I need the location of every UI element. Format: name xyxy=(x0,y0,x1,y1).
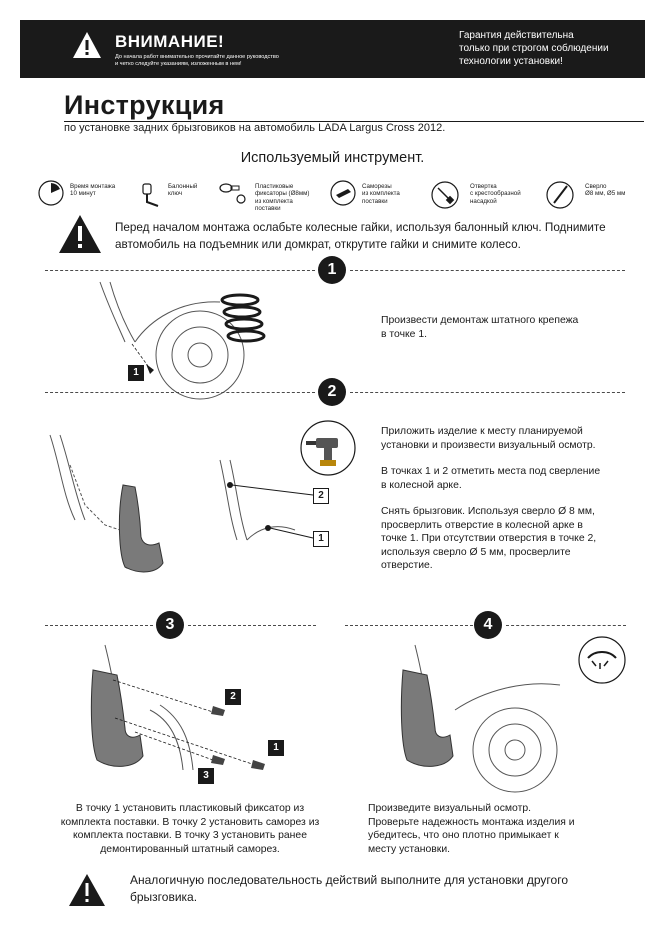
tool-label-line: ключ xyxy=(168,190,183,198)
warning-subtext-line: До начала работ внимательно прочитайте данное руководство xyxy=(115,54,279,60)
tool-label-time xyxy=(70,183,115,198)
step-2-paragraph: Приложить изделие к месту планируемой установки и произвести визуальный осмотр. xyxy=(381,426,596,451)
tool-label-line: Саморезы xyxy=(362,183,392,190)
tool-label-line: из комплекта xyxy=(362,190,400,198)
page-subtitle: по установке задних брызговиков на автомобиль LADA Largus Cross 2012. xyxy=(64,122,446,134)
tool-label-line: фиксаторы (Ø8мм) xyxy=(255,190,310,198)
guarantee-line: только при строгом соблюдении xyxy=(459,43,609,54)
step-4-result-illustration xyxy=(395,640,570,790)
divider-line xyxy=(45,392,315,393)
step-4-text xyxy=(368,802,583,869)
callout-point-2: 2 xyxy=(225,689,241,705)
warning-icon xyxy=(58,214,102,254)
callout-point-2: 2 xyxy=(313,488,329,504)
callout-point-1: 1 xyxy=(268,740,284,756)
clip-icon xyxy=(218,180,250,206)
step-1-badge: 1 xyxy=(318,256,346,284)
tool-label-line: Ø8 мм, Ø5 мм xyxy=(585,190,626,198)
tool-label-clip xyxy=(255,183,309,212)
step-2-text xyxy=(381,425,606,586)
wrench-icon xyxy=(138,180,164,210)
divider-line xyxy=(345,625,473,626)
tool-label-line: Сверло xyxy=(585,183,607,190)
clock-icon xyxy=(38,180,64,206)
divider-line xyxy=(506,625,626,626)
divider-line xyxy=(45,625,153,626)
step-2-paragraph: В точках 1 и 2 отметить места под сверление в колесной арке. xyxy=(381,466,601,491)
tool-label-wrench xyxy=(168,183,197,198)
guarantee-note xyxy=(459,29,639,68)
tool-label-line: из комплекта xyxy=(255,197,293,205)
step-2-mudflap-fitting-illustration xyxy=(45,425,170,585)
divider-line xyxy=(188,625,316,626)
visual-inspection-icon xyxy=(578,636,626,684)
drill-bit-icon xyxy=(545,180,575,210)
screw-icon xyxy=(330,180,356,206)
step-4-paragraph: Произведите визуальный осмотр. Проверьте надежность монтажа изделия и убедитесь, что оно плотно примыкает к месту установки. xyxy=(368,803,575,855)
tool-label-screw xyxy=(362,183,400,205)
warning-icon xyxy=(68,873,106,907)
step-2-paragraph: Снять брызговик. Используя сверло Ø 8 мм, просверлить отверстие в колесной арке в точке 1. При отсутствии отверстия в точке 2, используя сверло Ø 5 мм, просверлите отверстие. xyxy=(381,506,597,571)
warning-title: ВНИМАНИЕ! xyxy=(115,32,225,51)
step-1-text xyxy=(381,314,581,354)
warning-header xyxy=(20,20,645,78)
tool-label-line: поставки xyxy=(255,204,281,212)
intro-instruction: Перед началом монтажа ослабьте колесные гайки, используя балонный ключ. Поднимите автомобиль на подъемник или домкрат, открутите гайки и снимите колесо. xyxy=(115,221,606,251)
tool-label-line: Отвертка xyxy=(470,183,497,190)
step-3-badge: 3 xyxy=(156,611,184,639)
divider-line xyxy=(350,392,625,393)
step-4-badge: 4 xyxy=(474,611,502,639)
callout-point-3: 3 xyxy=(198,768,214,784)
tool-label-line: Пластиковые xyxy=(255,183,294,190)
warning-subtext xyxy=(115,54,315,68)
callout-point-1: 1 xyxy=(128,365,144,381)
tool-label-line: 10 минут xyxy=(70,190,96,198)
screwdriver-icon xyxy=(430,180,460,210)
tool-label-screwdriver xyxy=(470,183,521,205)
tool-label-line: Время монтажа xyxy=(70,183,116,190)
step-1-paragraph: Произвести демонтаж штатного крепежа в точке 1. xyxy=(381,315,579,340)
warning-icon xyxy=(72,31,102,59)
tools-heading: Используемый инструмент. xyxy=(240,150,425,166)
page-title: Инструкция xyxy=(64,90,225,120)
step-2-badge: 2 xyxy=(318,378,346,406)
divider-line xyxy=(45,270,315,271)
footer-note: Аналогичную последовательность действий выполните для установки другого брызговика. xyxy=(130,873,569,904)
tool-label-drill-bit xyxy=(585,183,625,198)
tool-label-line: насадкой xyxy=(470,197,497,205)
callout-point-1: 1 xyxy=(313,531,329,547)
step-3-text xyxy=(55,802,325,869)
divider-line xyxy=(350,270,625,271)
step-3-installation-illustration xyxy=(85,640,285,790)
step-2-marking-illustration xyxy=(205,455,325,575)
guarantee-line: технологии установки! xyxy=(459,56,563,67)
tool-label-line: поставки xyxy=(362,197,388,205)
guarantee-line: Гарантия действительна xyxy=(459,30,574,41)
step-3-paragraph: В точку 1 установить пластиковый фиксатор из комплекта поставки. В точку 2 установить саморез из комплекта поставки. В точку 3 установить ранее демонтированный штатный саморез. xyxy=(60,803,320,855)
warning-subtext-line: и четко следуйте указаниям, изложенным в нем! xyxy=(115,61,242,67)
step-1-illustration xyxy=(90,280,300,392)
tool-label-line: с крестообразной xyxy=(470,190,521,198)
tool-label-line: Балонный xyxy=(168,183,198,190)
